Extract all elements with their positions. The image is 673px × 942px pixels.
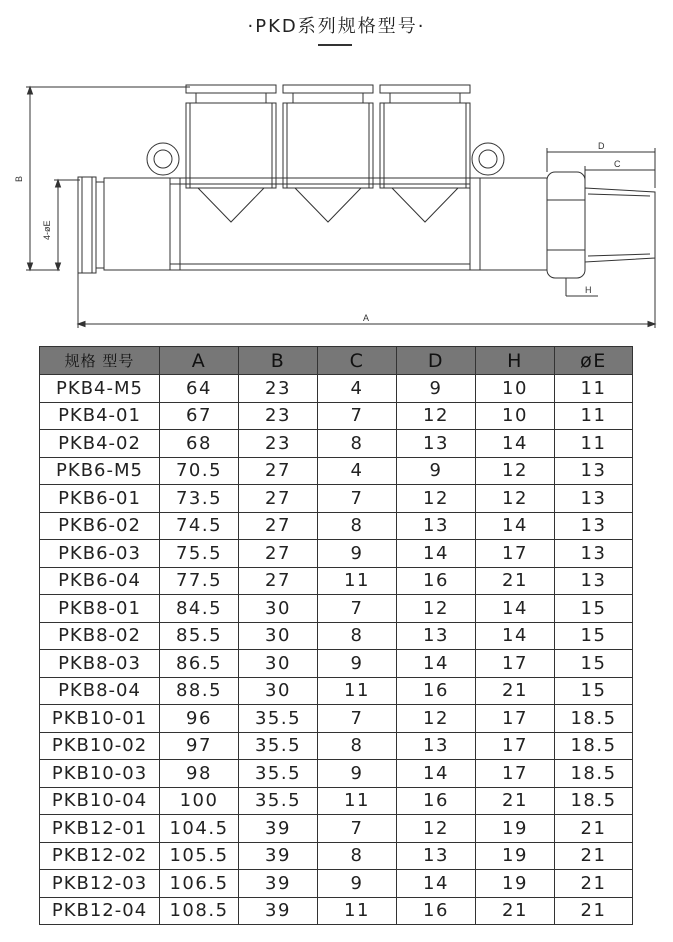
table-cell: 106.5 xyxy=(160,870,239,898)
table-cell: 11 xyxy=(318,897,397,925)
table-row xyxy=(40,870,633,898)
table-cell: 11 xyxy=(555,430,633,458)
table-cell: 18.5 xyxy=(555,787,633,815)
table-row xyxy=(40,485,633,513)
header-b: B xyxy=(239,347,318,375)
cell-model: PKB8-01 xyxy=(40,595,160,623)
table-cell: 13 xyxy=(397,842,476,870)
table-cell: 7 xyxy=(318,815,397,843)
table-cell: 9 xyxy=(397,375,476,403)
table-cell: 7 xyxy=(318,485,397,513)
cell-model: PKB10-04 xyxy=(40,787,160,815)
cell-model: PKB6-M5 xyxy=(40,457,160,485)
cell-model: PKB6-03 xyxy=(40,540,160,568)
table-cell: 14 xyxy=(476,622,555,650)
cell-model: PKB4-01 xyxy=(40,402,160,430)
table-cell: 7 xyxy=(318,595,397,623)
table-cell: 84.5 xyxy=(160,595,239,623)
table-cell: 10 xyxy=(476,375,555,403)
table-cell: 8 xyxy=(318,430,397,458)
table-cell: 13 xyxy=(555,512,633,540)
table-cell: 12 xyxy=(397,705,476,733)
cell-model: PKB8-02 xyxy=(40,622,160,650)
table-cell: 4 xyxy=(318,457,397,485)
table-cell: 10 xyxy=(476,402,555,430)
table-cell: 7 xyxy=(318,705,397,733)
table-cell: 8 xyxy=(318,842,397,870)
table-cell: 11 xyxy=(318,677,397,705)
header-c: C xyxy=(318,347,397,375)
table-cell: 86.5 xyxy=(160,650,239,678)
table-cell: 39 xyxy=(239,870,318,898)
table-cell: 21 xyxy=(476,677,555,705)
table-cell: 105.5 xyxy=(160,842,239,870)
table-cell: 27 xyxy=(239,457,318,485)
table-row xyxy=(40,567,633,595)
table-row xyxy=(40,815,633,843)
technical-drawing xyxy=(0,60,673,335)
table-cell: 9 xyxy=(318,760,397,788)
cell-model: PKB8-03 xyxy=(40,650,160,678)
table-cell: 64 xyxy=(160,375,239,403)
table-cell: 97 xyxy=(160,732,239,760)
push-in-fittings xyxy=(186,85,470,222)
table-cell: 11 xyxy=(555,402,633,430)
table-row xyxy=(40,402,633,430)
table-cell: 21 xyxy=(555,897,633,925)
table-cell: 19 xyxy=(476,815,555,843)
label-h: H xyxy=(585,285,592,295)
table-cell: 14 xyxy=(397,540,476,568)
table-cell: 100 xyxy=(160,787,239,815)
table-row xyxy=(40,595,633,623)
spec-table xyxy=(39,346,633,925)
table-cell: 8 xyxy=(318,732,397,760)
table-cell: 4 xyxy=(318,375,397,403)
table-cell: 23 xyxy=(239,375,318,403)
table-cell: 21 xyxy=(555,870,633,898)
table-cell: 108.5 xyxy=(160,897,239,925)
table-cell: 39 xyxy=(239,815,318,843)
header-d: D xyxy=(397,347,476,375)
table-cell: 35.5 xyxy=(239,760,318,788)
table-cell: 7 xyxy=(318,402,397,430)
table-cell: 21 xyxy=(555,842,633,870)
table-cell: 35.5 xyxy=(239,787,318,815)
dimension-h xyxy=(566,278,598,296)
dimension-e xyxy=(42,180,80,270)
table-cell: 14 xyxy=(476,512,555,540)
table-cell: 30 xyxy=(239,622,318,650)
label-a: A xyxy=(363,313,370,323)
cell-model: PKB8-04 xyxy=(40,677,160,705)
table-cell: 16 xyxy=(397,787,476,815)
cell-model: PKB12-01 xyxy=(40,815,160,843)
table-row xyxy=(40,375,633,403)
table-cell: 16 xyxy=(397,677,476,705)
table-cell: 9 xyxy=(318,870,397,898)
cell-model: PKB10-02 xyxy=(40,732,160,760)
table-cell: 21 xyxy=(476,897,555,925)
table-cell: 27 xyxy=(239,540,318,568)
table-cell: 14 xyxy=(476,430,555,458)
table-cell: 12 xyxy=(397,485,476,513)
table-cell: 73.5 xyxy=(160,485,239,513)
cell-model: PKB12-03 xyxy=(40,870,160,898)
table-cell: 9 xyxy=(318,650,397,678)
table-cell: 77.5 xyxy=(160,567,239,595)
table-cell: 17 xyxy=(476,650,555,678)
table-cell: 12 xyxy=(397,595,476,623)
table-cell: 21 xyxy=(476,567,555,595)
table-cell: 13 xyxy=(397,732,476,760)
table-cell: 39 xyxy=(239,897,318,925)
table-cell: 75.5 xyxy=(160,540,239,568)
table-row xyxy=(40,512,633,540)
table-cell: 12 xyxy=(476,457,555,485)
table-cell: 67 xyxy=(160,402,239,430)
table-cell: 23 xyxy=(239,430,318,458)
table-cell: 11 xyxy=(555,375,633,403)
table-cell: 21 xyxy=(476,787,555,815)
table-cell: 19 xyxy=(476,842,555,870)
cell-model: PKB12-02 xyxy=(40,842,160,870)
table-cell: 27 xyxy=(239,567,318,595)
header-e: øE xyxy=(555,347,633,375)
table-cell: 21 xyxy=(555,815,633,843)
table-cell: 15 xyxy=(555,650,633,678)
label-d: D xyxy=(598,141,605,151)
header-model: 规格 型号 xyxy=(40,347,160,375)
table-cell: 13 xyxy=(555,540,633,568)
table-cell: 9 xyxy=(397,457,476,485)
table-cell: 13 xyxy=(397,430,476,458)
table-row xyxy=(40,732,633,760)
table-cell: 17 xyxy=(476,760,555,788)
header-a: A xyxy=(160,347,239,375)
title-underline xyxy=(318,44,352,46)
table-cell: 18.5 xyxy=(555,705,633,733)
table-cell: 104.5 xyxy=(160,815,239,843)
table-cell: 30 xyxy=(239,650,318,678)
table-cell: 15 xyxy=(555,595,633,623)
table-cell: 13 xyxy=(555,457,633,485)
table-cell: 14 xyxy=(397,650,476,678)
table-cell: 12 xyxy=(397,815,476,843)
table-cell: 14 xyxy=(397,870,476,898)
table-row xyxy=(40,897,633,925)
table-row xyxy=(40,540,633,568)
table-cell: 18.5 xyxy=(555,732,633,760)
table-cell: 68 xyxy=(160,430,239,458)
cell-model: PKB4-02 xyxy=(40,430,160,458)
table-cell: 11 xyxy=(318,567,397,595)
mounting-ears xyxy=(147,143,504,175)
table-cell: 96 xyxy=(160,705,239,733)
table-cell: 17 xyxy=(476,540,555,568)
cell-model: PKB4-M5 xyxy=(40,375,160,403)
table-cell: 30 xyxy=(239,677,318,705)
cell-model: PKB10-01 xyxy=(40,705,160,733)
table-cell: 17 xyxy=(476,732,555,760)
table-row xyxy=(40,842,633,870)
cell-model: PKB6-01 xyxy=(40,485,160,513)
label-4-e: 4-øE xyxy=(42,220,52,240)
table-cell: 13 xyxy=(397,622,476,650)
left-end-fitting xyxy=(78,177,104,273)
cell-model: PKB12-04 xyxy=(40,897,160,925)
table-cell: 13 xyxy=(555,567,633,595)
table-cell: 30 xyxy=(239,595,318,623)
table-cell: 19 xyxy=(476,870,555,898)
dimension-a xyxy=(78,258,655,328)
table-cell: 11 xyxy=(318,787,397,815)
table-cell: 27 xyxy=(239,512,318,540)
table-row xyxy=(40,787,633,815)
table-row xyxy=(40,650,633,678)
page-title: ·PKD系列规格型号· xyxy=(247,16,426,37)
dimension-d-c xyxy=(547,141,655,188)
cell-model: PKB6-02 xyxy=(40,512,160,540)
table-cell: 8 xyxy=(318,622,397,650)
table-cell: 15 xyxy=(555,677,633,705)
table-cell: 9 xyxy=(318,540,397,568)
header-h: H xyxy=(476,347,555,375)
table-cell: 15 xyxy=(555,622,633,650)
table-cell: 39 xyxy=(239,842,318,870)
table-row xyxy=(40,622,633,650)
table-cell: 14 xyxy=(476,595,555,623)
table-cell: 35.5 xyxy=(239,705,318,733)
table-cell: 14 xyxy=(397,760,476,788)
table-cell: 12 xyxy=(397,402,476,430)
table-cell: 98 xyxy=(160,760,239,788)
table-header-row xyxy=(40,347,633,375)
table-cell: 88.5 xyxy=(160,677,239,705)
cell-model: PKB10-03 xyxy=(40,760,160,788)
table-cell: 12 xyxy=(476,485,555,513)
table-cell: 13 xyxy=(397,512,476,540)
table-cell: 27 xyxy=(239,485,318,513)
table-row xyxy=(40,760,633,788)
table-row xyxy=(40,457,633,485)
table-cell: 8 xyxy=(318,512,397,540)
right-hex-thread xyxy=(547,172,655,278)
manifold-body xyxy=(104,178,547,270)
table-cell: 70.5 xyxy=(160,457,239,485)
table-cell: 85.5 xyxy=(160,622,239,650)
cell-model: PKB6-04 xyxy=(40,567,160,595)
table-cell: 17 xyxy=(476,705,555,733)
table-row xyxy=(40,705,633,733)
table-cell: 23 xyxy=(239,402,318,430)
table-cell: 35.5 xyxy=(239,732,318,760)
table-cell: 18.5 xyxy=(555,760,633,788)
label-b: B xyxy=(14,175,24,182)
table-cell: 16 xyxy=(397,567,476,595)
table-row xyxy=(40,430,633,458)
table-row xyxy=(40,677,633,705)
table-cell: 13 xyxy=(555,485,633,513)
label-c: C xyxy=(614,159,621,169)
table-cell: 74.5 xyxy=(160,512,239,540)
table-cell: 16 xyxy=(397,897,476,925)
